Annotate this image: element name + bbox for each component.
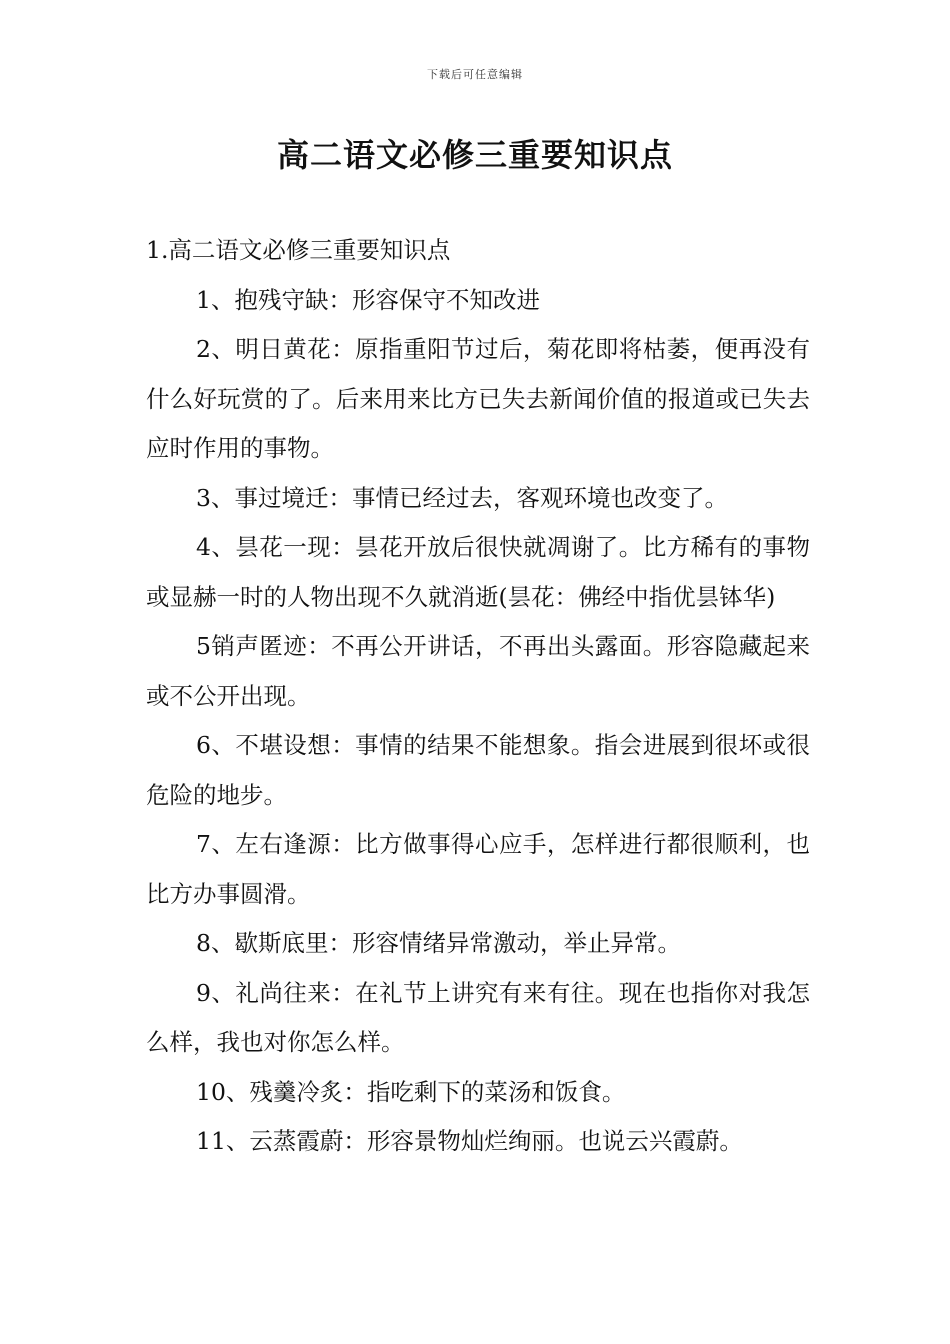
section-heading: 1.高二语文必修三重要知识点: [146, 236, 451, 264]
idiom-item-4: 4、昙花一现：昙花开放后很快就凋谢了。比方稀有的事物或显赫一时的人物出现不久就消逝(昙花：佛经中指优昙钵华): [146, 533, 810, 611]
idiom-item-8: 8、歇斯底里：形容情绪异常激动，举止异常。: [196, 929, 681, 957]
document-body: [146, 226, 810, 1167]
idiom-item-3: 3、事过境迁：事情已经过去，客观环境也改变了。: [196, 483, 728, 512]
header-note: 下载后可任意编辑: [427, 68, 523, 81]
idiom-item-1: 1、抱残守缺：形容保守不知改进: [196, 285, 540, 314]
idiom-item-2: 2、明日黄花：原指重阳节过后，菊花即将枯萎，便再没有什么好玩赏的了。后来用来比方已失去新闻价值的报道或已失去应时作用的事物。: [146, 335, 810, 462]
idiom-item-9: 9、礼尚往来：在礼节上讲究有来有往。现在也指你对我怎么样，我也对你怎么样。: [146, 978, 810, 1056]
idiom-item-10: 10、残羹冷炙：指吃剩下的菜汤和饭食。: [196, 1077, 626, 1106]
document-title: 高二语文必修三重要知识点: [276, 136, 673, 174]
idiom-item-7: 7、左右逢源：比方做事得心应手，怎样进行都很顺利，也比方办事圆滑。: [146, 830, 810, 908]
idiom-item-11: 11、云蒸霞蔚：形容景物灿烂绚丽。也说云兴霞蔚。: [196, 1127, 743, 1155]
idiom-item-5: 5销声匿迹：不再公开讲话，不再出头露面。形容隐藏起来或不公开出现。: [146, 632, 810, 710]
idiom-item-6: 6、不堪设想：事情的结果不能想象。指会进展到很坏或很危险的地步。: [146, 731, 810, 809]
